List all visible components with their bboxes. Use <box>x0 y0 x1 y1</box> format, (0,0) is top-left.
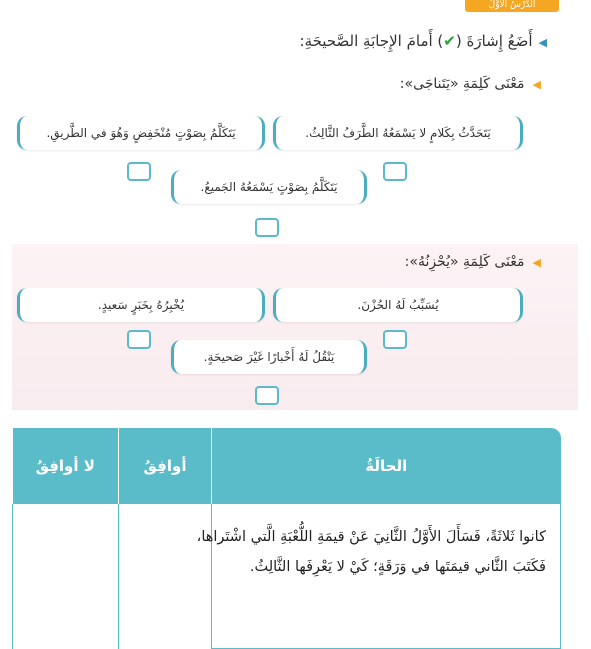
question-1-title-text: مَعْنَى كَلِمَةِ «يَتَناجَى»: <box>399 76 525 92</box>
q2-option-1-checkbox[interactable] <box>383 330 407 349</box>
question-2-title <box>405 254 541 270</box>
situation-cell <box>196 504 561 649</box>
q1-option-2[interactable]: يَتَكَلَّمُ بِصَوْتٍ مُنْخَفِضٍ وَهُوَ في الطَّريقِ. <box>17 116 265 150</box>
arrow-icon: ◀ <box>532 78 541 91</box>
agree-disagree-table <box>12 428 561 649</box>
disagree-cell[interactable] <box>13 504 119 649</box>
table-row <box>13 504 561 649</box>
q1-option-1[interactable]: يَتَحَدَّثُ بِكَلامٍ لا يَسْمَعُهُ الطَّرَفُ الثَّالِثُ. <box>273 116 523 150</box>
instruction-prefix: أَضَعُ إِشارَةَ ( <box>455 32 533 50</box>
header-agree: أوافِقُ <box>119 428 212 504</box>
q2-option-3[interactable]: يَنْقُلُ لَهُ أَخْبارًا غَيْرَ صَحيحَةٍ. <box>171 340 367 374</box>
question-2-title-text: مَعْنَى كَلِمَةِ «يُحْزِنُهُ»: <box>404 254 525 270</box>
question-1-title <box>400 76 541 92</box>
instruction-suffix: ) أَمامَ الإِجابَةِ الصَّحيحَةِ: <box>299 32 444 50</box>
instruction <box>300 32 547 50</box>
q2-option-1[interactable]: يُسَبِّبُ لَهُ الحُزْنَ. <box>273 288 523 322</box>
bullet-icon: ◀ <box>538 36 547 49</box>
header-situation: الحالَةُ <box>212 428 561 504</box>
check-icon: ✔ <box>443 32 456 50</box>
arrow-icon: ◀ <box>532 256 541 269</box>
q2-option-2[interactable]: يُخْبِرُهُ بِخَبَرٍ سَعيدٍ. <box>17 288 265 322</box>
q1-option-3[interactable]: يَتَكَلَّمُ بِصَوْتٍ يَسْمَعُهُ الجَميعُ. <box>171 170 367 204</box>
situation-line-2: فَكَتَبَ الثَّاني قيمَتَها في وَرَقَةٍ؛ كَيْ لا يَعْرِفَها الثَّالِثُ. <box>249 559 546 575</box>
situation-line-1: كانوا ثَلاثَةً، فَسَأَلَ الأَوَّلُ الثَّانِيَ عَنْ قيمَةِ اللُّعْبَةِ الَّتي اشْتَراها، <box>196 529 546 545</box>
lesson-tab: الدَّرْسُ الأوَّلُ <box>465 0 559 12</box>
q1-option-3-checkbox[interactable] <box>255 218 279 237</box>
q1-option-2-checkbox[interactable] <box>127 162 151 181</box>
q1-option-1-checkbox[interactable] <box>383 162 407 181</box>
q2-option-3-checkbox[interactable] <box>255 386 279 405</box>
q2-option-2-checkbox[interactable] <box>127 330 151 349</box>
header-disagree: لا أوافِقُ <box>13 428 119 504</box>
